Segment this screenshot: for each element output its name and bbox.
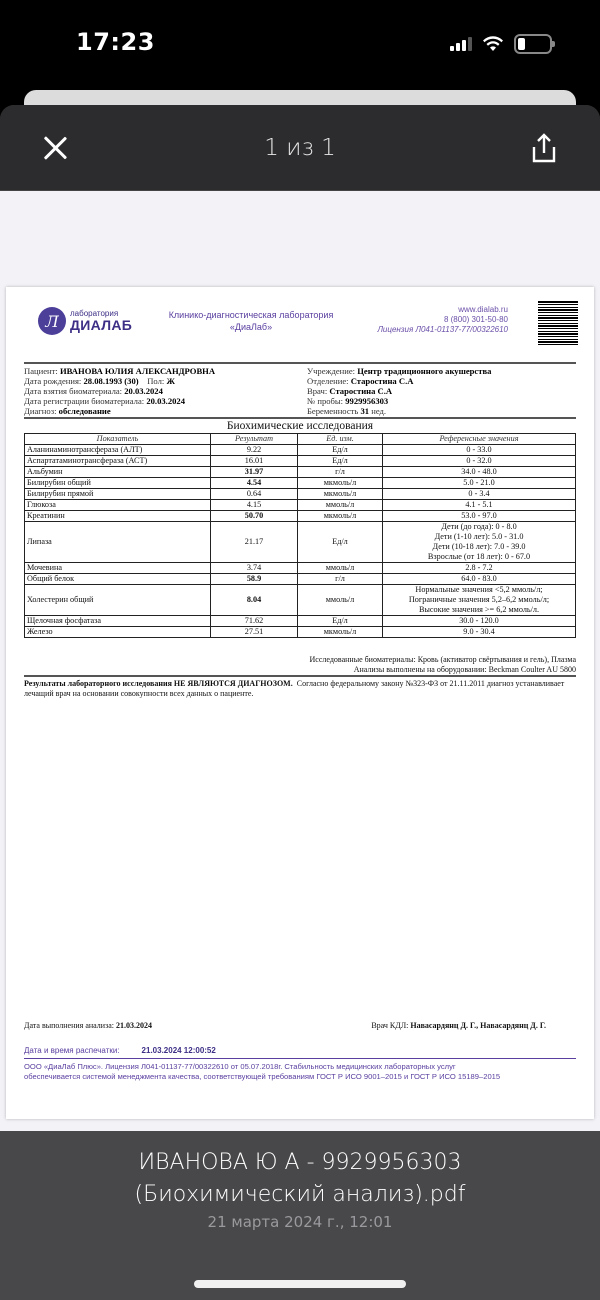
kdl-label: Врач КДЛ:: [371, 1021, 409, 1030]
result-value: 9.22: [211, 445, 298, 456]
table-row: [25, 478, 576, 489]
nav-bar: [0, 105, 600, 191]
lab-license: Лицензия Л041-01137-77/00322610: [377, 325, 508, 334]
unit-value: мкмоль/л: [298, 511, 383, 522]
sample-date-label: Дата взятия биоматериала:: [24, 386, 123, 396]
wifi-icon: [482, 36, 504, 52]
dob-value: 28.08.1993 (30): [83, 376, 139, 386]
results-body: [25, 445, 576, 638]
org-value: Центр традиционного акушерства: [357, 366, 492, 376]
reference-range: 9.0 - 30.4: [383, 627, 576, 638]
indicator-name: Билирубин прямой: [25, 489, 211, 500]
indicator-name: Липаза: [25, 522, 211, 563]
reference-line: Дети (1-10 лет): 5.0 - 31.0: [434, 532, 524, 541]
indicator-name: Аспартатаминотрансфераза (АСТ): [25, 456, 211, 467]
legal-text: [24, 1062, 576, 1082]
exec-date-label: Дата выполнения анализа:: [24, 1021, 114, 1030]
table-row: [25, 522, 576, 563]
reference-range: 5.0 - 21.0: [383, 478, 576, 489]
lab-header: [6, 287, 594, 357]
table-row: [25, 616, 576, 627]
legal-line2: обеспечивается системой менеджмента качества, соответствующей требованиям ГОСТ Р ИСО 9001–2015 и ГОСТ Р ИСО 15189–2015: [24, 1072, 501, 1081]
unit-value: Ед/л: [298, 445, 383, 456]
result-value: 3.74: [211, 563, 298, 574]
result-value: 16.01: [211, 456, 298, 467]
file-name: [0, 1147, 600, 1211]
unit-value: г/л: [298, 467, 383, 478]
pdf-viewer[interactable]: [0, 191, 600, 1131]
pdf-page: [6, 287, 594, 1119]
table-row: [25, 511, 576, 522]
doctor-value: Старостина С.А: [329, 386, 393, 396]
result-value: 4.15: [211, 500, 298, 511]
home-indicator[interactable]: [194, 1280, 406, 1288]
table-row: [25, 574, 576, 585]
indicator-name: Альбумин: [25, 467, 211, 478]
diagnosis-label: Диагноз:: [24, 406, 57, 416]
pregnancy-unit: нед.: [371, 406, 387, 416]
patient-name: ИВАНОВА ЮЛИЯ АЛЕКСАНДРОВНА: [59, 366, 216, 376]
sample-date: 20.03.2024: [124, 386, 163, 396]
print-label: Дата и время распечатки:: [24, 1046, 120, 1055]
file-caption: [0, 1131, 600, 1300]
table-row: [25, 489, 576, 500]
col-header-result: Результат: [211, 434, 298, 445]
lab-title-line2: «ДиаЛаб»: [229, 322, 273, 332]
lab-contacts: [377, 305, 508, 335]
status-bar: [0, 0, 600, 90]
sample-no-value: 9929956303: [345, 396, 389, 406]
lab-phone: 8 (800) 301-50-80: [443, 315, 508, 324]
reg-date-label: Дата регистрации биоматериала:: [24, 396, 145, 406]
unit-value: Ед/л: [298, 616, 383, 627]
battery-icon: [514, 34, 552, 54]
logo-emblem-icon: Л: [38, 307, 66, 335]
pregnancy-weeks: 31: [360, 406, 370, 416]
dept-value: Старостина С.А: [350, 376, 414, 386]
barcode: [538, 301, 578, 347]
reference-line: Нормальные значения <5,2 ммоль/л;: [415, 585, 543, 594]
lab-title: [156, 309, 346, 333]
reference-range: 0 - 32.0: [383, 456, 576, 467]
reference-range: 0 - 3.4: [383, 489, 576, 500]
dob-label: Дата рождения:: [24, 376, 82, 386]
org-label: Учреждение:: [307, 366, 356, 376]
lab-title-line1: Клинико-диагностическая лаборатория: [168, 310, 334, 320]
unit-value: мкмоль/л: [298, 489, 383, 500]
indicator-name: Билирубин общий: [25, 478, 211, 489]
legal-line1: ООО «ДиаЛаб Плюс». Лицензия Л041-01137-77/00322610 от 05.07.2018г. Стабильность медицинских лабораторных услуг: [24, 1062, 456, 1071]
logo-small-text: лаборатория: [70, 309, 119, 318]
reference-range: 64.0 - 83.0: [383, 574, 576, 585]
reference-line: Дети (10-18 лет): 7.0 - 39.0: [432, 542, 526, 551]
indicator-name: Щелочная фосфатаза: [25, 616, 211, 627]
table-row: [25, 585, 576, 616]
status-icons: [450, 34, 552, 54]
table-title: Биохимические исследования: [226, 420, 374, 432]
unit-value: мкмоль/л: [298, 627, 383, 638]
result-value: 21.17: [211, 522, 298, 563]
cellular-signal-icon: [450, 37, 472, 51]
reference-range: 34.0 - 48.0: [383, 467, 576, 478]
logo-big-text: ДИАЛАБ: [70, 317, 133, 333]
result-value: 4.54: [211, 478, 298, 489]
reference-range: 4.1 - 5.1: [383, 500, 576, 511]
table-row: [25, 467, 576, 478]
indicator-name: Мочевина: [25, 563, 211, 574]
col-header-indicator: Показатель: [25, 434, 211, 445]
lab-logo: [38, 307, 132, 335]
table-row: [25, 563, 576, 574]
pregnancy-label: Беременность: [307, 406, 359, 416]
reference-line: Пограничные значения 5,2–6,2 ммоль/л;: [408, 595, 550, 604]
col-header-reference: Референсные значения: [383, 434, 576, 445]
unit-value: ммоль/л: [298, 585, 383, 616]
exec-date: 21.03.2024: [116, 1021, 152, 1030]
doc-footer: [24, 1021, 576, 1082]
file-name-line2: (Биохимический анализ).pdf: [134, 1182, 466, 1207]
equipment-note: Анализы выполнены на оборудовании: Beckman Coulter AU 5800: [353, 665, 576, 674]
indicator-name: Глюкоза: [25, 500, 211, 511]
share-icon[interactable]: [530, 133, 558, 165]
page-indicator: 1 из 1: [264, 135, 336, 161]
institution-column: [293, 366, 576, 416]
reference-line: Высокие значения >= 6,2 ммоль/л.: [418, 605, 540, 614]
results-table: [24, 433, 576, 638]
lab-website: www.dialab.ru: [458, 305, 508, 314]
result-value: 71.62: [211, 616, 298, 627]
reference-range: 53.0 - 97.0: [383, 511, 576, 522]
kdl-doctor: Навасардянц Д. Г., Навасардянц Д. Г.: [410, 1021, 546, 1030]
unit-value: Ед/л: [298, 456, 383, 467]
reference-line: Дети (до года): 0 - 8.0: [441, 522, 517, 531]
reference-range: [383, 522, 576, 563]
diagnosis-value: обследование: [58, 406, 111, 416]
file-date: 21 марта 2024 г., 12:01: [207, 1213, 393, 1231]
reg-date: 20.03.2024: [146, 396, 185, 406]
result-value: 31.97: [211, 467, 298, 478]
patient-info: [24, 362, 576, 419]
analysis-notes: [310, 655, 576, 675]
indicator-name: Железо: [25, 627, 211, 638]
result-value: 50.70: [211, 511, 298, 522]
unit-value: мкмоль/л: [298, 478, 383, 489]
biomaterials-note: Исследованные биоматериалы: Кровь (активатор свёртывания и гель), Плазма: [309, 655, 576, 664]
col-header-unit: Ед. изм.: [298, 434, 383, 445]
reference-range: 0 - 33.0: [383, 445, 576, 456]
unit-value: Ед/л: [298, 522, 383, 563]
result-value: 8.04: [211, 585, 298, 616]
reference-range: 30.0 - 120.0: [383, 616, 576, 627]
table-header-row: [25, 434, 576, 445]
indicator-name: Аланинаминотрансфераза (АЛТ): [25, 445, 211, 456]
document-preview-sheet: [0, 105, 600, 1300]
table-row: [25, 500, 576, 511]
reference-line: Взрослые (от 18 лет): 0 - 67.0: [427, 552, 531, 561]
reference-range: 2.8 - 7.2: [383, 563, 576, 574]
print-datetime: 21.03.2024 12:00:52: [141, 1046, 216, 1055]
indicator-name: Холестерин общий: [25, 585, 211, 616]
result-value: 58.9: [211, 574, 298, 585]
result-value: 27.51: [211, 627, 298, 638]
indicator-name: Общий белок: [25, 574, 211, 585]
disclaimer-bold: Результаты лабораторного исследования НЕ ЯВЛЯЮТСЯ ДИАГНОЗОМ.: [24, 679, 293, 688]
reference-range: [383, 585, 576, 616]
patient-column: [24, 366, 293, 416]
table-row: [25, 627, 576, 638]
doctor-label: Врач:: [307, 386, 328, 396]
file-name-line1: ИВАНОВА Ю А - 9929956303: [138, 1150, 462, 1175]
unit-value: ммоль/л: [298, 563, 383, 574]
indicator-name: Креатинин: [25, 511, 211, 522]
disclaimer-text: Согласно федеральному закону №323-ФЗ от 21.11.2011 диагноз устанавливает лечащий врач на основании совокупности всех данных о пациенте.: [24, 679, 565, 698]
sample-no-label: № пробы:: [307, 396, 344, 406]
table-row: [25, 445, 576, 456]
sex-label: Пол:: [147, 376, 165, 386]
patient-name-label: Пациент:: [24, 366, 58, 376]
result-value: 0.64: [211, 489, 298, 500]
disclaimer: [24, 675, 576, 699]
status-time: 17:23: [76, 28, 155, 56]
dept-label: Отделение:: [307, 376, 349, 386]
unit-value: г/л: [298, 574, 383, 585]
unit-value: ммоль/л: [298, 500, 383, 511]
sex-value: Ж: [166, 376, 175, 386]
table-row: [25, 456, 576, 467]
